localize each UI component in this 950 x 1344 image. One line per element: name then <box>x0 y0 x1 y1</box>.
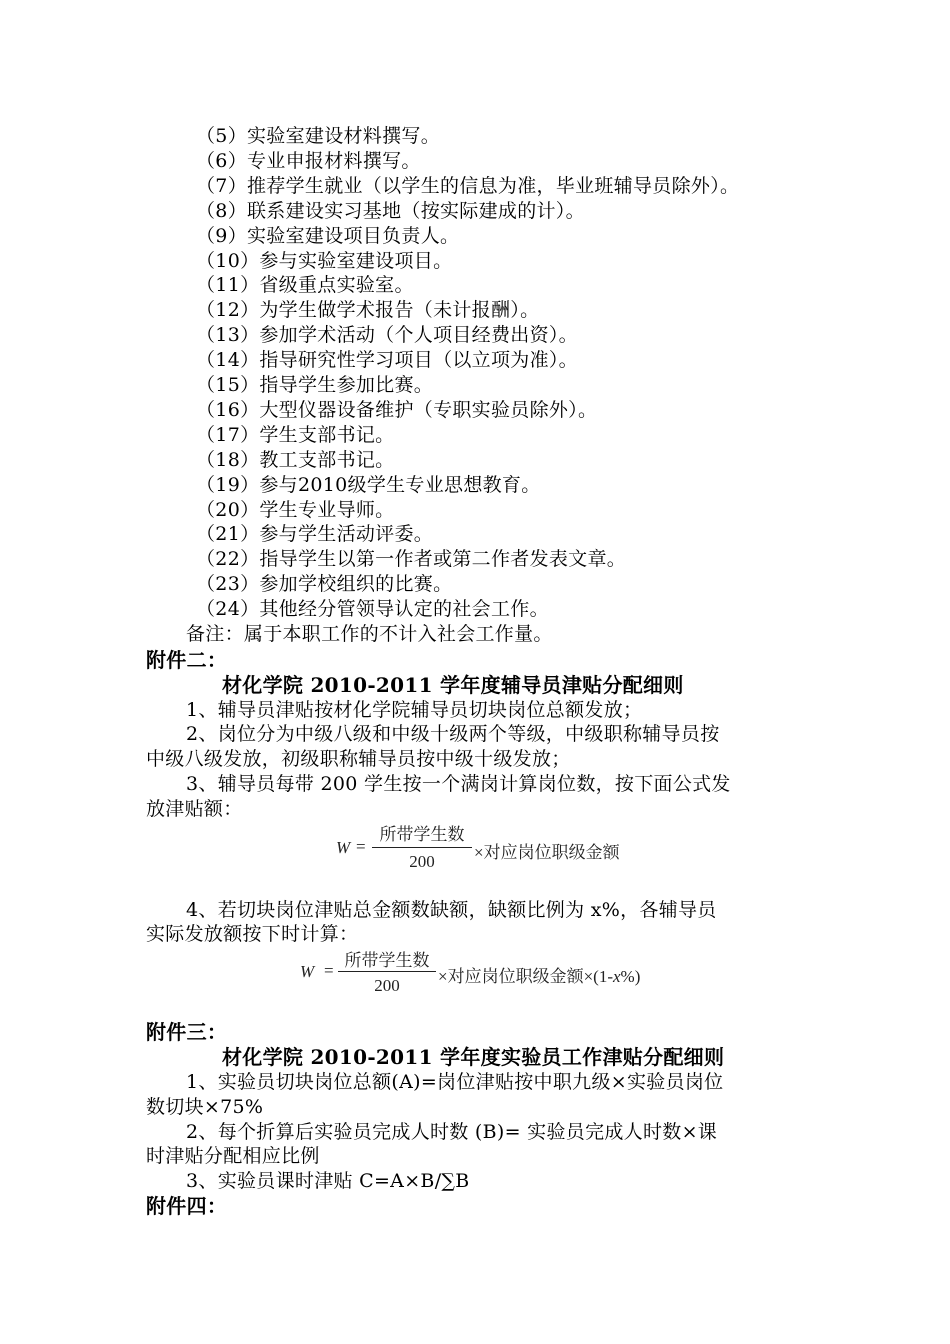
formula-1-fraction-bar <box>372 847 472 848</box>
formula-2-closing: %) <box>620 967 641 986</box>
annex2-paragraph-4-line-1: 4、若切块岗位津贴总金额数缺额，缺额比例为 x%，各辅导员 <box>186 899 717 921</box>
list-item: （20）学生专业导师。 <box>196 499 395 521</box>
annex3-paragraph-2-line-2: 时津贴分配相应比例 <box>146 1145 320 1167</box>
allowance-formula-2 <box>298 946 688 1002</box>
formula-1-lhs: W <box>336 838 351 857</box>
formula-2-denominator: 200 <box>374 976 400 995</box>
note-text: 备注：属于本职工作的不计入社会工作量。 <box>186 623 553 645</box>
annex3-paragraph-2-line-1: 2、每个折算后实验员完成人时数 (B)= 实验员完成人时数×课 <box>186 1121 718 1143</box>
formula-1-multiplier: ×对应岗位职级金额 <box>474 843 620 862</box>
annex2-title: 材化学院 2010-2011 学年度辅导员津贴分配细则 <box>222 673 684 697</box>
formula-2-fraction-bar <box>338 971 436 972</box>
annex2-paragraph-3-line-2: 放津贴额： <box>146 798 243 820</box>
formula-1-equals: = <box>356 837 366 856</box>
list-item: （17）学生支部书记。 <box>196 424 395 446</box>
list-item: （18）教工支部书记。 <box>196 449 395 471</box>
list-item: （16）大型仪器设备维护（专职实验员除外）。 <box>196 399 598 421</box>
annex3-paragraph-1-line-2: 数切块×75% <box>146 1096 264 1118</box>
list-item: （5）实验室建设材料撰写。 <box>196 125 440 147</box>
formula-2-lhs: W <box>300 962 315 981</box>
annex2-paragraph-2-line-2: 中级八级发放，初级职称辅导员按中级十级发放； <box>146 748 571 770</box>
list-item: （9）实验室建设项目负责人。 <box>196 225 460 247</box>
formula-1-numerator: 所带学生数 <box>379 825 465 844</box>
annex2-paragraph-4-line-2: 实际发放额按下时计算： <box>146 923 359 945</box>
formula-2-multiplier-text: ×对应岗位职级金额×(1- <box>438 967 613 986</box>
list-item: （7）推荐学生就业（以学生的信息为准，毕业班辅导员除外）。 <box>196 175 740 197</box>
formula-2-multiplier <box>438 962 640 987</box>
annex3-heading: 附件三： <box>146 1020 228 1044</box>
annex3-paragraph-1-line-1: 1、实验员切块岗位总额(A)=岗位津贴按中职九级×实验员岗位 <box>186 1071 724 1093</box>
list-item: （6）专业申报材料撰写。 <box>196 150 421 172</box>
list-item: （21）参与学生活动评委。 <box>196 523 434 545</box>
list-item: （24）其他经分管领导认定的社会工作。 <box>196 598 549 620</box>
list-item: （11）省级重点实验室。 <box>196 274 414 296</box>
list-item: （19）参与2010级学生专业思想教育。 <box>196 474 541 496</box>
list-item: （15）指导学生参加比赛。 <box>196 374 434 396</box>
list-item: （13）参加学术活动（个人项目经费出资）。 <box>196 324 578 346</box>
annex3-title: 材化学院 2010-2011 学年度实验员工作津贴分配细则 <box>222 1045 725 1069</box>
annex4-heading: 附件四： <box>146 1194 228 1218</box>
formula-2-equals: = <box>324 961 334 980</box>
annex2-heading: 附件二： <box>146 648 228 672</box>
annex3-paragraph-3: 3、实验员课时津贴 C=A×B/∑B <box>186 1170 470 1192</box>
list-item: （14）指导研究性学习项目（以立项为准）。 <box>196 349 578 371</box>
list-item: （23）参加学校组织的比赛。 <box>196 573 453 595</box>
list-item: （12）为学生做学术报告（未计报酬）。 <box>196 299 540 321</box>
formula-2-variable-x: x <box>613 967 621 986</box>
list-item: （22）指导学生以第一作者或第二作者发表文章。 <box>196 548 627 570</box>
formula-1-denominator: 200 <box>409 852 435 871</box>
annex2-paragraph-1: 1、辅导员津贴按材化学院辅导员切块岗位总额发放； <box>186 699 643 721</box>
list-item: （8）联系建设实习基地（按实际建成的计）。 <box>196 200 585 222</box>
annex2-paragraph-3-line-1: 3、辅导员每带 200 学生按一个满岗计算岗位数，按下面公式发 <box>186 773 731 795</box>
allowance-formula-1 <box>334 818 654 878</box>
annex2-paragraph-2-line-1: 2、岗位分为中级八级和中级十级两个等级，中级职称辅导员按 <box>186 723 720 745</box>
list-item: （10）参与实验室建设项目。 <box>196 250 453 272</box>
formula-2-numerator: 所带学生数 <box>344 951 430 970</box>
